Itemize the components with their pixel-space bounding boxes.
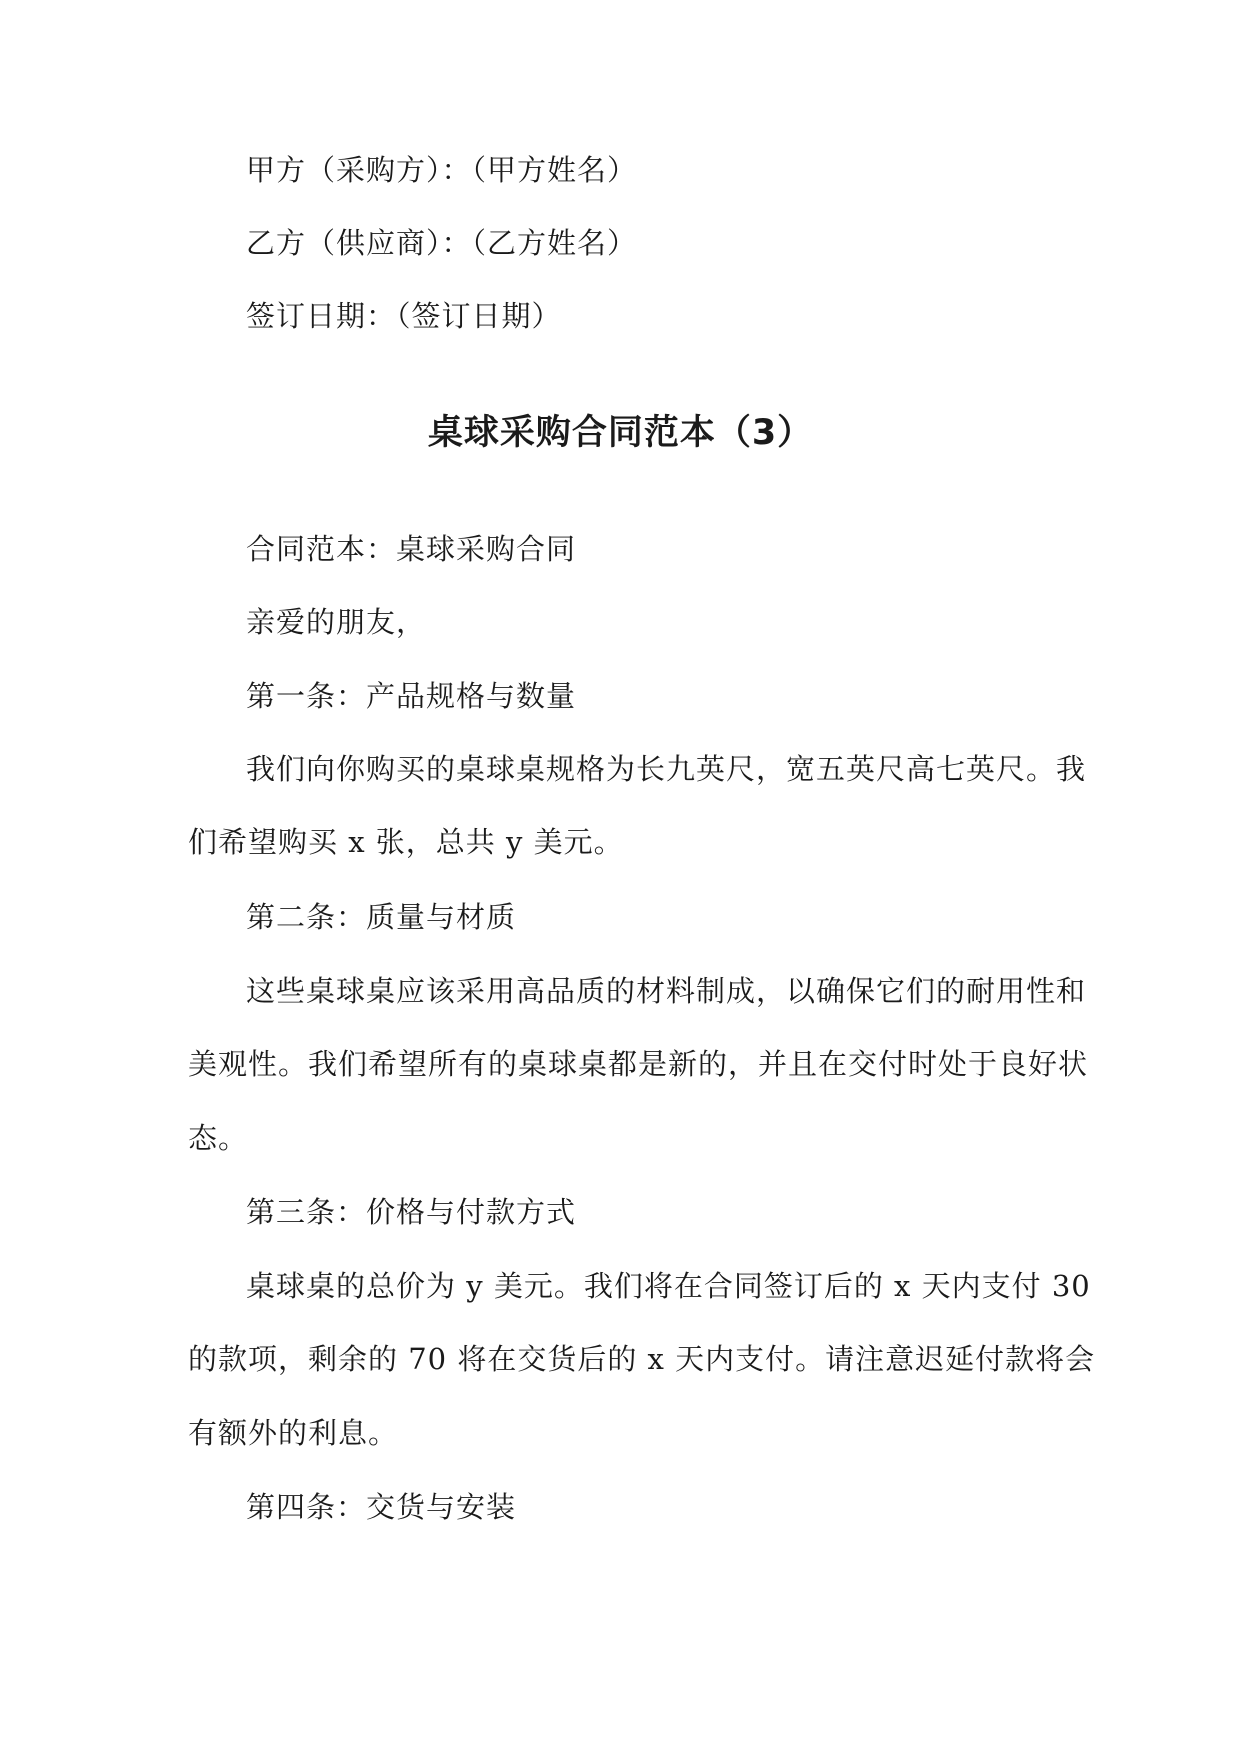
- greeting-line: 亲爱的朋友，: [246, 605, 427, 639]
- article3-line-2: 的款项，剩余的 70 将在交货后的 x 天内支付。请注意迟延付款将会: [188, 1342, 1096, 1376]
- document-title: 桌球采购合同范本（3）: [427, 413, 814, 453]
- article2-line-2: 美观性。我们希望所有的桌球桌都是新的，并且在交付时处于良好状: [188, 1047, 1089, 1081]
- article3-line-3: 有额外的利息。: [188, 1416, 399, 1450]
- intro-line: 合同范本：桌球采购合同: [246, 532, 577, 566]
- article1-line-1: 我们向你购买的桌球桌规格为长九英尺，宽五英尺高七英尺。我: [246, 752, 1087, 786]
- article3-heading: 第三条：价格与付款方式: [246, 1195, 577, 1229]
- sign-date-line: 签订日期：（签订日期）: [246, 299, 562, 333]
- article1-heading: 第一条：产品规格与数量: [246, 679, 577, 713]
- article2-line-1: 这些桌球桌应该采用高品质的材料制成，以确保它们的耐用性和: [246, 974, 1087, 1008]
- party-a-line: 甲方（采购方）：（甲方姓名）: [246, 153, 638, 187]
- article4-heading: 第四条：交货与安装: [246, 1490, 517, 1524]
- article2-line-3: 态。: [188, 1121, 249, 1155]
- article3-line-1: 桌球桌的总价为 y 美元。我们将在合同签订后的 x 天内支付 30: [246, 1269, 1091, 1303]
- party-b-line: 乙方（供应商）：（乙方姓名）: [246, 226, 638, 260]
- article2-heading: 第二条：质量与材质: [246, 900, 517, 934]
- article1-line-2: 们希望购买 x 张，总共 y 美元。: [188, 825, 624, 859]
